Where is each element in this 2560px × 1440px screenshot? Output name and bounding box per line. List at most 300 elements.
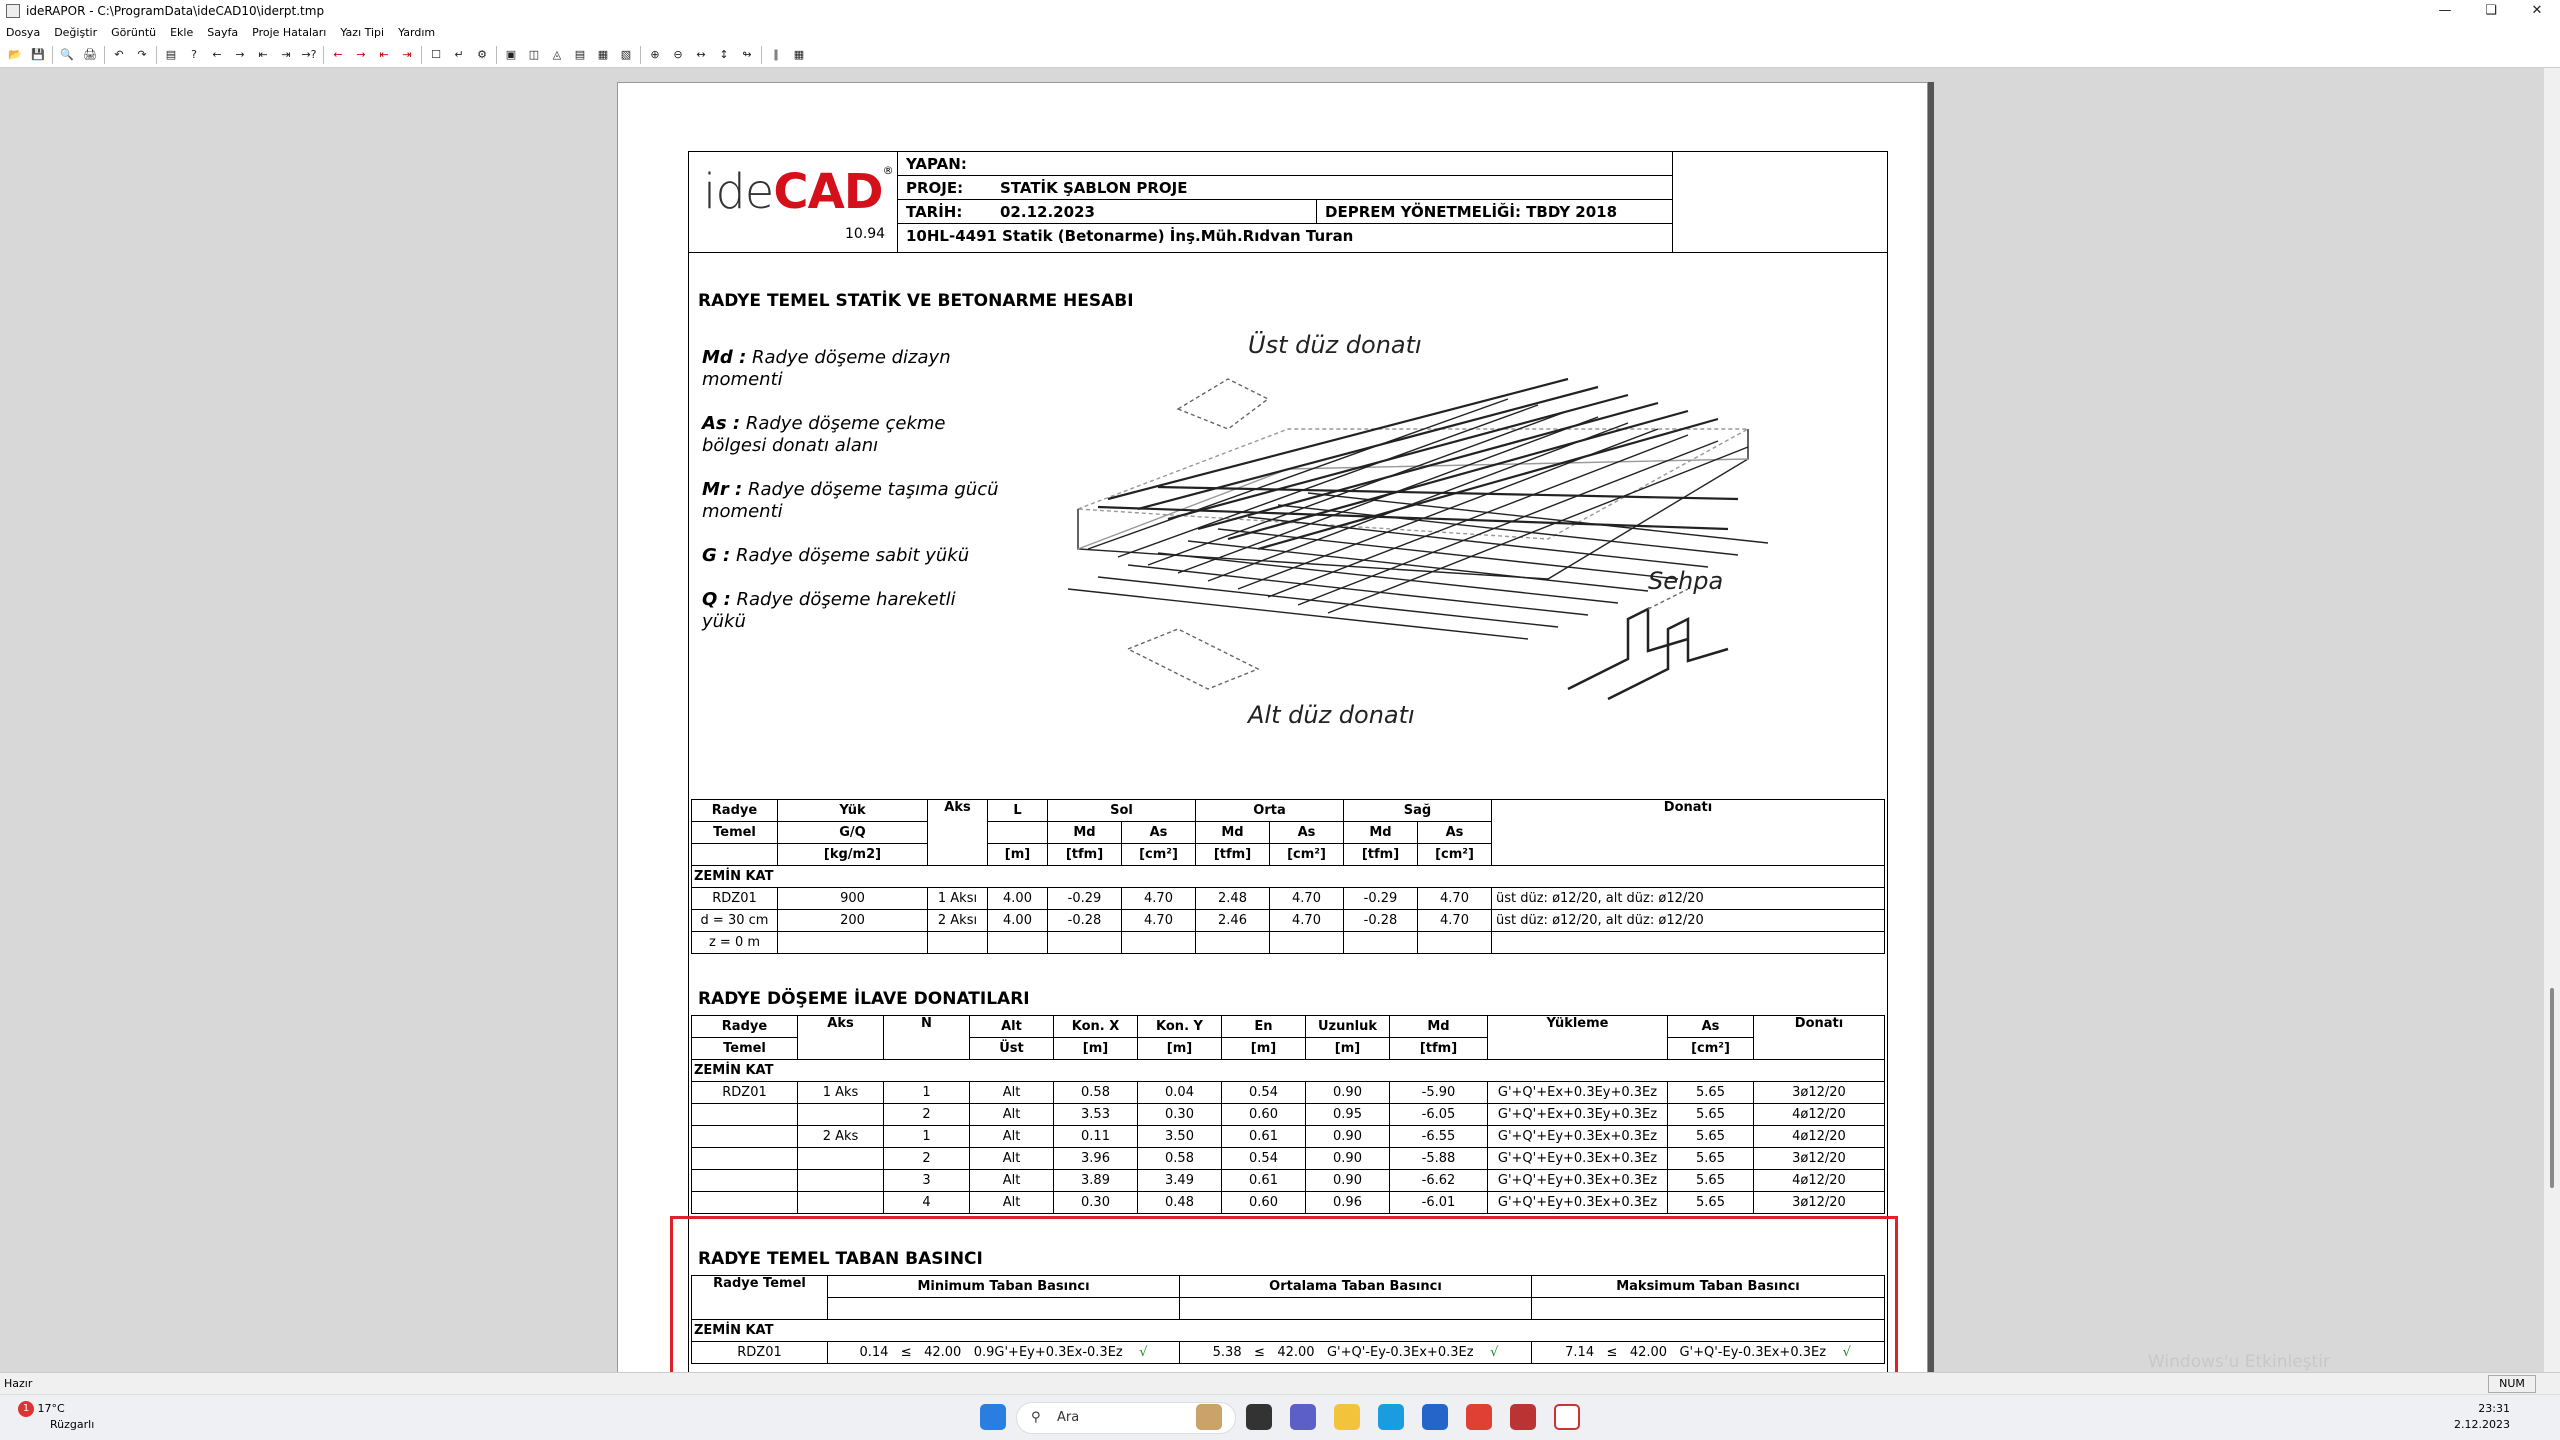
cell: 4.70 [1418, 888, 1492, 910]
cell: 0.54 [1222, 1148, 1306, 1170]
toolbar-separator [156, 46, 157, 64]
th-radye: Radye [692, 1016, 798, 1038]
th-md: Md [1048, 822, 1122, 844]
th-sag: Sağ [1344, 800, 1492, 822]
table1-header-row1 [692, 800, 1885, 822]
table-row [692, 1148, 1885, 1170]
layout6-icon[interactable]: ▧ [620, 47, 632, 61]
cell: Alt [970, 1104, 1054, 1126]
th-as: As [1270, 822, 1344, 844]
last-page-icon[interactable]: ⇥ [281, 47, 291, 61]
legend-g [702, 545, 1002, 567]
cell: 4.00 [988, 888, 1048, 910]
th-orta: Orta [1196, 800, 1344, 822]
layout2-icon[interactable]: ◫ [528, 47, 540, 61]
table-icon[interactable]: ▦ [793, 47, 805, 61]
report-header [688, 151, 1888, 253]
cell: 5.65 [1668, 1082, 1754, 1104]
th-kgm2: [kg/m2] [778, 844, 928, 866]
search-icon: ⚲ [1031, 1410, 1041, 1425]
cell: 5.65 [1668, 1192, 1754, 1214]
last-red-icon[interactable]: ⇥ [402, 47, 412, 61]
th-uzunluk: Uzunluk [1306, 1016, 1390, 1038]
vertical-scrollbar[interactable] [2544, 68, 2560, 1372]
layout5-icon[interactable]: ▦ [597, 47, 609, 61]
table-row [692, 910, 1885, 932]
cell: 5.65 [1668, 1126, 1754, 1148]
min-value: 0.14 [859, 1345, 889, 1360]
th-tfm: [tfm] [1196, 844, 1270, 866]
export-icon[interactable]: ↬ [742, 47, 752, 61]
minimize-icon[interactable]: — [2438, 3, 2452, 18]
th-aks: Aks [928, 800, 988, 866]
cell: -5.88 [1390, 1148, 1488, 1170]
zoom-out-icon[interactable]: ⊖ [673, 47, 683, 61]
cell: 3ø12/20 [1754, 1082, 1885, 1104]
max-limit: 42.00 [1629, 1345, 1668, 1360]
layout3-icon[interactable]: ◬ [552, 47, 562, 61]
th-temel: Temel [692, 822, 778, 844]
page-icon[interactable]: ▤ [165, 47, 177, 61]
cell: 900 [778, 888, 928, 910]
label-sehpa: Sehpa [1648, 567, 1724, 595]
cell: 1 Aks [798, 1082, 884, 1104]
license-row: 10HL-4491 Statik (Betonarme) İnş.Müh.Rıdvan Turan [906, 227, 1354, 245]
print-icon[interactable]: 🖨 [83, 47, 97, 61]
cell: üst düz: ø12/20, alt düz: ø12/20 [1492, 888, 1885, 910]
document-workspace[interactable] [0, 68, 2544, 1372]
cell: 0.04 [1138, 1082, 1222, 1104]
highlight-box [670, 1216, 1898, 1384]
th-aks: Aks [798, 1016, 884, 1060]
th-en: En [1222, 1016, 1306, 1038]
kat-label: ZEMİN KAT [692, 866, 1885, 888]
cell: 0.90 [1306, 1126, 1390, 1148]
open-icon[interactable]: 📂 [8, 47, 22, 61]
label-alt-duz-donati: Alt düz donatı [1248, 701, 1415, 729]
toolbar [0, 42, 2560, 68]
cell: 0.90 [1306, 1082, 1390, 1104]
cell [798, 1170, 884, 1192]
legend-q [702, 589, 1002, 633]
cell: 5.65 [1668, 1104, 1754, 1126]
layout4-icon[interactable]: ▤ [574, 47, 586, 61]
cell [692, 1192, 798, 1214]
back-icon[interactable]: ← [333, 47, 343, 61]
system-tray[interactable] [2454, 1401, 2510, 1433]
cell [692, 1170, 798, 1192]
cell: G'+Q'+Ex+0.3Ey+0.3Ez [1488, 1082, 1668, 1104]
th-kony: Kon. Y [1138, 1016, 1222, 1038]
save-icon[interactable]: 💾 [31, 47, 45, 61]
legend-as-symbol: As : [702, 413, 741, 434]
menu-proje-hatalari[interactable]: Proje Hataları [252, 25, 327, 39]
columns-icon[interactable]: ∥ [773, 47, 779, 61]
cell: -0.28 [1344, 910, 1418, 932]
tarih-value: 02.12.2023 [1000, 203, 1095, 221]
cell [798, 1104, 884, 1126]
th-sol: Sol [1048, 800, 1196, 822]
legend-md-text: Radye döşeme dizayn momenti [702, 347, 951, 390]
cell: RDZ01 [692, 1342, 828, 1364]
menu-ekle[interactable]: Ekle [170, 25, 194, 39]
edge-icon[interactable] [1378, 1404, 1404, 1430]
max-combo: G'+Q'-Ey-0.3Ex+0.3Ez [1679, 1345, 1827, 1360]
clock-time: 23:31 [2478, 1402, 2510, 1415]
legend-q-text: Radye döşeme hareketli yükü [702, 589, 956, 632]
settings-icon[interactable]: ⚙ [477, 47, 487, 61]
cell: 0.48 [1138, 1192, 1222, 1214]
cell: 3.53 [1054, 1104, 1138, 1126]
header-grid [897, 152, 1673, 252]
toolbar-separator [496, 46, 497, 64]
th-cm2: [cm²] [1122, 844, 1196, 866]
logo-ide: ide [703, 164, 774, 220]
num-lock-indicator: NUM [2488, 1375, 2536, 1393]
restore-icon[interactable]: ❏ [2485, 3, 2497, 18]
cell: RDZ01 [692, 888, 778, 910]
th-as: As [1668, 1016, 1754, 1038]
th-as: As [1122, 822, 1196, 844]
legend-as-text: Radye döşeme çekme bölgesi donatı alanı [702, 413, 946, 456]
th-cm2: [cm²] [1418, 844, 1492, 866]
window-controls [2422, 0, 2560, 22]
cell: Alt [970, 1148, 1054, 1170]
cell: Alt [970, 1192, 1054, 1214]
cell: G'+Q'+Ey+0.3Ex+0.3Ez [1488, 1148, 1668, 1170]
table-row [692, 1170, 1885, 1192]
cell: -6.05 [1390, 1104, 1488, 1126]
start-icon[interactable] [980, 1404, 1006, 1430]
th-yuk: Yük [778, 800, 928, 822]
th-md: Md [1344, 822, 1418, 844]
legend-md-symbol: Md : [702, 347, 747, 368]
cell [798, 1148, 884, 1170]
cell: -6.62 [1390, 1170, 1488, 1192]
cell: 0.61 [1222, 1126, 1306, 1148]
table-row [692, 888, 1885, 910]
avg-combo: G'+Q'-Ey-0.3Ex+0.3Ez [1326, 1345, 1474, 1360]
cell: -6.55 [1390, 1126, 1488, 1148]
idecad-logo: ideCAD® 10.94 [703, 164, 894, 242]
cell [692, 1104, 798, 1126]
menu-yardim[interactable]: Yardım [398, 25, 436, 39]
weather-desc: Rüzgarlı [50, 1418, 95, 1431]
cell: 3 [884, 1170, 970, 1192]
forward-icon[interactable]: → [356, 47, 366, 61]
yapan-row [898, 152, 1672, 176]
insert-icon[interactable]: ☐ [431, 47, 441, 61]
undo-icon[interactable]: ↶ [114, 47, 124, 61]
table2-header-row1 [692, 1016, 1885, 1038]
toolbar-separator [640, 46, 641, 64]
cell: 1 Aksı [928, 888, 988, 910]
chrome-icon[interactable] [1466, 1404, 1492, 1430]
activation-watermark: Windows'u Etkinleştir [2148, 1352, 2330, 1372]
th-as: As [1418, 822, 1492, 844]
task-view-icon[interactable] [1246, 1404, 1272, 1430]
th-l: L [988, 800, 1048, 822]
cell: 2 Aksı [928, 910, 988, 932]
weather-badge: 1 [18, 1401, 34, 1417]
th-tfm: [tfm] [1390, 1038, 1488, 1060]
legend-q-symbol: Q : [702, 589, 731, 610]
print-preview-icon[interactable]: 🔍 [60, 47, 74, 61]
cell: z = 0 m [692, 932, 778, 954]
le-sign: ≤ [1254, 1345, 1265, 1360]
title-bar [0, 0, 2560, 22]
menu-bar [0, 22, 2560, 42]
th-m: [m] [988, 844, 1048, 866]
file-explorer-icon[interactable] [1334, 1404, 1360, 1430]
cell: Alt [970, 1082, 1054, 1104]
th-m: [m] [1222, 1038, 1306, 1060]
cell: 5.65 [1668, 1148, 1754, 1170]
check-icon: √ [1842, 1345, 1851, 1360]
th-m: [m] [1306, 1038, 1390, 1060]
weather-widget[interactable] [18, 1401, 94, 1433]
th-tfm: [tfm] [1344, 844, 1418, 866]
cell: 4.00 [988, 910, 1048, 932]
iderapor-icon[interactable] [1554, 1404, 1580, 1430]
symbol-legend [702, 347, 1002, 655]
th-temel: Temel [692, 1038, 798, 1060]
yapan-label: YAPAN: [906, 155, 967, 173]
th-alt: Alt [970, 1016, 1054, 1038]
next-page-icon[interactable]: → [235, 47, 245, 61]
legend-mr-symbol: Mr : [702, 479, 743, 500]
table1-kat-row [692, 866, 1885, 888]
cell [692, 1126, 798, 1148]
toolbar-separator [421, 46, 422, 64]
th-radye-temel: Radye Temel [692, 1276, 828, 1320]
cell: 3.49 [1138, 1170, 1222, 1192]
cell: 0.96 [1306, 1192, 1390, 1214]
le-sign: ≤ [1606, 1345, 1618, 1360]
prev-page-icon[interactable]: ← [212, 47, 222, 61]
min-combo: 0.9G'+Ey+0.3Ex-0.3Ez [973, 1345, 1123, 1360]
th-max: Maksimum Taban Basıncı [1532, 1276, 1885, 1298]
logo-cad: CAD [773, 164, 883, 220]
cell: 0.60 [1222, 1104, 1306, 1126]
menu-sayfa[interactable]: Sayfa [207, 25, 239, 39]
th-cm2: [cm²] [1668, 1038, 1754, 1060]
additional-rebar-table [691, 1015, 1885, 1214]
avg-value: 5.38 [1212, 1345, 1242, 1360]
version: 10.94 [845, 226, 886, 242]
toolbar-separator [104, 46, 105, 64]
cell: 3.89 [1054, 1170, 1138, 1192]
cell: 0.11 [1054, 1126, 1138, 1148]
th-md: Md [1196, 822, 1270, 844]
cell: 1 [884, 1082, 970, 1104]
cell: 2.46 [1196, 910, 1270, 932]
le-sign: ≤ [900, 1345, 912, 1360]
cell: G'+Q'+Ex+0.3Ey+0.3Ez [1488, 1104, 1668, 1126]
toolbar-separator [761, 46, 762, 64]
status-bar [0, 1372, 2560, 1394]
th-md: Md [1390, 1016, 1488, 1038]
cell: 0.30 [1138, 1104, 1222, 1126]
cell: 0.58 [1054, 1082, 1138, 1104]
report-page [617, 82, 1928, 1382]
cell: 4.70 [1270, 888, 1344, 910]
cell: 2 [884, 1148, 970, 1170]
cell: 0.30 [1054, 1192, 1138, 1214]
menu-goruntu[interactable]: Görüntü [111, 25, 157, 39]
tarih-label: TARİH: [906, 203, 963, 221]
cell: G'+Q'+Ey+0.3Ex+0.3Ez [1488, 1170, 1668, 1192]
cell: 3ø12/20 [1754, 1148, 1885, 1170]
clock-date: 2.12.2023 [2454, 1418, 2510, 1431]
deprem-yonetmeligi: DEPREM YÖNETMELİĞİ: TBDY 2018 [1316, 200, 1617, 224]
proje-label: PROJE: [906, 179, 964, 197]
th-ort: Ortalama Taban Basıncı [1180, 1276, 1532, 1298]
cell: 4.70 [1122, 888, 1196, 910]
cell: Alt [970, 1170, 1054, 1192]
max-value: 7.14 [1565, 1345, 1595, 1360]
legend-g-symbol: G : [702, 545, 731, 566]
cell: üst düz: ø12/20, alt düz: ø12/20 [1492, 910, 1885, 932]
cell: 3.50 [1138, 1126, 1222, 1148]
cell: 2 [884, 1104, 970, 1126]
rebar-mat-drawing [1048, 331, 1788, 729]
store-icon[interactable] [1422, 1404, 1448, 1430]
tarih-row [898, 200, 1672, 224]
cell: 4 [884, 1192, 970, 1214]
cell: 0.90 [1306, 1170, 1390, 1192]
th-yukleme: Yükleme [1488, 1016, 1668, 1060]
th-cm2: [cm²] [1270, 844, 1344, 866]
taskbar [0, 1394, 2560, 1440]
layout1-icon[interactable]: ▣ [505, 47, 517, 61]
section3-title: RADYE TEMEL TABAN BASINCI [698, 1249, 983, 1269]
label-ust-duz-donati: Üst düz donatı [1248, 331, 1422, 359]
first-page-icon[interactable]: ⇤ [258, 47, 268, 61]
idecad-icon[interactable] [1510, 1404, 1536, 1430]
cell: -0.29 [1048, 888, 1122, 910]
avg-limit: 42.00 [1277, 1345, 1315, 1360]
close-icon[interactable]: ✕ [2531, 3, 2543, 18]
section1-title: RADYE TEMEL STATİK VE BETONARME HESABI [698, 291, 1134, 311]
search-placeholder: Ara [1057, 1410, 1080, 1425]
cell: -0.29 [1344, 888, 1418, 910]
toolbar-separator [52, 46, 53, 64]
cell: -0.28 [1048, 910, 1122, 932]
section2-title: RADYE DÖŞEME İLAVE DONATILARI [698, 989, 1030, 1009]
goto-page-icon[interactable]: →? [301, 47, 317, 61]
weather-temp: 17°C [37, 1402, 65, 1415]
cell: d = 30 cm [692, 910, 778, 932]
fit-page-icon[interactable]: ↕ [719, 47, 729, 61]
app-icon [6, 4, 20, 18]
th-radye: Radye [692, 800, 778, 822]
cell: 4.70 [1122, 910, 1196, 932]
cell: -6.01 [1390, 1192, 1488, 1214]
table-row [692, 1192, 1885, 1214]
table-row [692, 1082, 1885, 1104]
cell: 200 [778, 910, 928, 932]
th-m: [m] [1054, 1038, 1138, 1060]
th-donati: Donatı [1754, 1016, 1885, 1060]
scroll-thumb[interactable] [2550, 988, 2554, 1188]
cell: 0.95 [1306, 1104, 1390, 1126]
window-title: ideRAPOR - C:\ProgramData\ideCAD10\iderpt.tmp [26, 4, 325, 18]
cell: 5.65 [1668, 1170, 1754, 1192]
cell: 4ø12/20 [1754, 1170, 1885, 1192]
th-n: N [884, 1016, 970, 1060]
th-gq: G/Q [778, 822, 928, 844]
min-limit: 42.00 [924, 1345, 962, 1360]
help-icon[interactable]: ? [191, 47, 197, 61]
cell: 0.90 [1306, 1148, 1390, 1170]
cell: 0.61 [1222, 1170, 1306, 1192]
static-calc-table [691, 799, 1885, 954]
cell: 4ø12/20 [1754, 1104, 1885, 1126]
legend-mr-text: Radye döşeme taşıma gücü momenti [702, 479, 999, 522]
cell: G'+Q'+Ey+0.3Ex+0.3Ez [1488, 1126, 1668, 1148]
table-row [692, 932, 1885, 954]
cell: 3ø12/20 [1754, 1192, 1885, 1214]
table-row [692, 1104, 1885, 1126]
break-icon[interactable]: ↵ [454, 47, 464, 61]
table2-kat-row [692, 1060, 1885, 1082]
th-konx: Kon. X [1054, 1016, 1138, 1038]
proje-value: STATİK ŞABLON PROJE [1000, 179, 1188, 197]
cell: 3.96 [1054, 1148, 1138, 1170]
first-red-icon[interactable]: ⇤ [379, 47, 389, 61]
th-m: [m] [1138, 1038, 1222, 1060]
cell [692, 1148, 798, 1170]
cell: G'+Q'+Ey+0.3Ex+0.3Ez [1488, 1192, 1668, 1214]
zoom-in-icon[interactable]: ⊕ [650, 47, 660, 61]
th-tfm: [tfm] [1048, 844, 1122, 866]
cell: -5.90 [1390, 1082, 1488, 1104]
legend-mr [702, 479, 1002, 523]
widget-icon[interactable] [1196, 1404, 1222, 1430]
menu-yazi-tipi[interactable]: Yazı Tipi [340, 25, 385, 39]
menu-degistir[interactable]: Değiştir [54, 25, 98, 39]
cell: 4.70 [1270, 910, 1344, 932]
fit-width-icon[interactable]: ↔ [696, 47, 706, 61]
check-icon: √ [1490, 1345, 1499, 1360]
chat-icon[interactable] [1290, 1404, 1316, 1430]
th-donati: Donatı [1492, 800, 1885, 866]
kat-label: ZEMİN KAT [692, 1060, 1885, 1082]
status-text: Hazır [4, 1377, 33, 1390]
cell: Alt [970, 1126, 1054, 1148]
cell: 0.60 [1222, 1192, 1306, 1214]
th-ust: Üst [970, 1038, 1054, 1060]
legend-g-text: Radye döşeme sabit yükü [735, 545, 970, 566]
cell: 4.70 [1418, 910, 1492, 932]
legend-md [702, 347, 1002, 391]
cell: 2.48 [1196, 888, 1270, 910]
redo-icon[interactable]: ↷ [137, 47, 147, 61]
cell: 1 [884, 1126, 970, 1148]
legend-as [702, 413, 1002, 457]
cell: 0.58 [1138, 1148, 1222, 1170]
proje-row [898, 176, 1672, 200]
cell: 2 Aks [798, 1126, 884, 1148]
th-min: Minimum Taban Basıncı [828, 1276, 1180, 1298]
check-icon: √ [1139, 1345, 1148, 1360]
cell: 0.54 [1222, 1082, 1306, 1104]
cell: 4ø12/20 [1754, 1126, 1885, 1148]
menu-dosya[interactable]: Dosya [6, 25, 41, 39]
table-row [692, 1126, 1885, 1148]
cell [798, 1192, 884, 1214]
